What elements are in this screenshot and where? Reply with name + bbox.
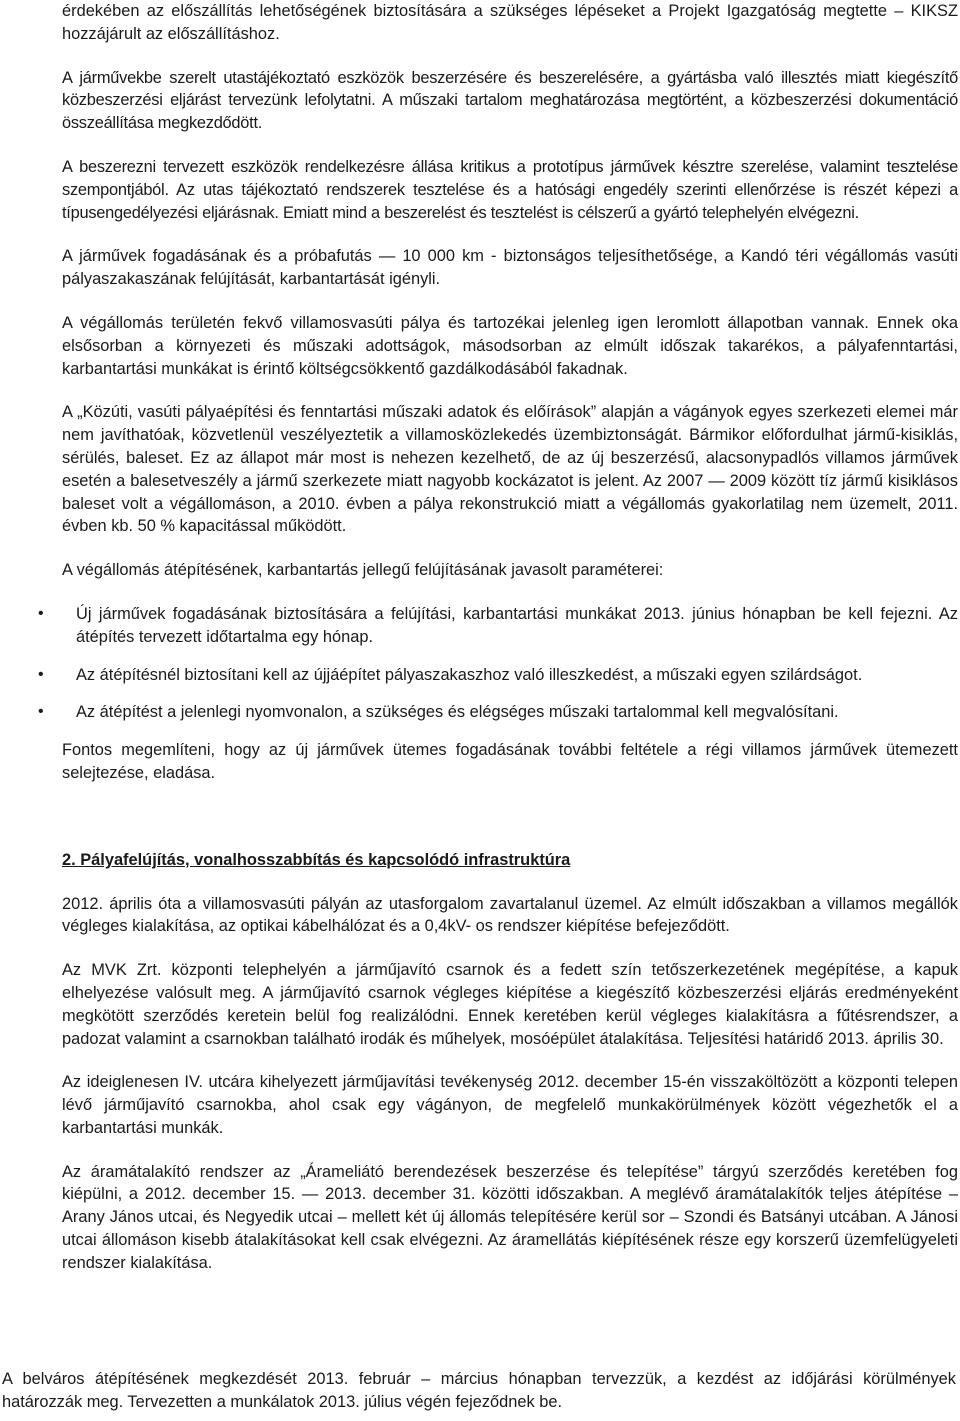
bullet-symbol: • — [38, 604, 44, 622]
paragraph-device-availability: A beszerezni tervezett eszközök rendelkezésre állása kritikus a prototípus járművek késztre szerelése, valamint tesztelése szempontjából. Az utas tájékoztató rendszerek tesztelése és a hatósági engedély szerinti ellenőrzése is részét képezi a típusengedélyezési eljárásnak. Emiatt mind a beszerelést és tesztelést is célszerű a gyártó telephelyén elvégezni. — [62, 157, 958, 222]
paragraph-track-regulations: A „Közúti, vasúti pályaépítési és fenntartási műszaki adatok és előírások” alapján a vágányok egyes szerkezeti elemei már nem javíthatóak, közvetlenül veszélyeztetik a villamosközlekedés üzembiztonságát. Bármikor előfordulhat jármű-kisiklás, sérülés, baleset. Ez az állapot már most is nehezen kezelhető, de az új beszerzésű, alacsonypadlós villamos járművek esetén a balesetveszély a jármű szerkezete miatt nagyobb kockázatot is jelent. Az 2007 — 2009 között tíz jármű kisiklásos baleset volt a végállomáson, a 2010. évben a pálya rekonstrukció miatt a végállomás gyakorlatilag nem üzemelt, 2011. évben kb. 50 % kapacitással működött. — [62, 403, 958, 536]
paragraph-terminus-condition: A végállomás területén fekvő villamosvasúti pálya és tartozékai jelenleg igen leromlott állapotban vannak. Ennek oka elsősorban a környezeti és műszaki adottságok, másodsorban az elmúlt időszak takarékos, a pályafenntartási, karbantartási munkákat is érintő költségcsökkentő gazdálkodásából fakadnak. — [62, 313, 958, 378]
document-page — [38, 0, 958, 1275]
list-item-text: Az átépítést a jelenlegi nyomvonalon, a szükséges és elégséges műszaki tartalommal kell megvalósítani. — [76, 703, 839, 722]
list-item-text: Új járművek fogadásának biztosítására a felújítási, karbantartási munkákat 2013. június hónapban be kell fejezni. Az átépítés tervezett időtartalma egy hónap. — [76, 604, 958, 646]
paragraph-depot-works: Az MVK Zrt. központi telephelyén a járműjavító csarnok és a fedett szín tetőszerkezetének megépítése, a kapuk elhelyezése valósult meg. A járműjavító csarnok végleges kiépítése a kiegészítő közbeszerzési eljárás eredményeként megkötött szerződés keretein belül fog realizálódni. Ennek keretében kerül végleges kialakításra a fűtésrendszer, a padozat valamint a csarnokban található irodák és műhelyek, mosóépület átalakítása. Teljesítési határidő 2013. április 30. — [62, 961, 958, 1048]
paragraph-parameters-intro: A végállomás átépítésének, karbantartás jellegű felújításának javasolt paraméterei: — [62, 561, 664, 580]
paragraph-passenger-info-procurement: A járművekbe szerelt utastájékoztató eszközök beszerzésére és beszerelésére, a gyártásba való illesztés miatt kiegészítő közbeszerzési eljárást tervezünk lefolytatni. A műszaki tartalom meghatározása megtörtént, a közbeszerzési dokumentáció összeállítása megkezdődött. — [62, 68, 958, 133]
list-item-text: Az átépítésnél biztosítani kell az újjáépítet pályaszakaszhoz való illeszkedést, a műszaki egyen szilárdságot. — [76, 665, 863, 684]
list-item — [38, 701, 958, 724]
paragraph-old-vehicles: Fontos megemlíteni, hogy az új járművek ütemes fogadásának további feltétele a régi villamos járművek ütemezett selejtezése, eladása. — [62, 741, 958, 782]
paragraph-temporary-repair: Az ideiglenesen IV. utcára kihelyezett járműjavítási tevékenység 2012. december 15-én visszaköltözött a központi telepen lévő járműjavító csarnokba, ahol csak egy vágányon, de megfelelő munkakörülmények között végezhetők el a karbantartási munkák. — [62, 1073, 958, 1137]
paragraph-test-run: A járművek fogadásának és a próbafutás — 10 000 km - biztonságos teljesíthetősége, a Kandó téri végállomás vasúti pályaszakaszának felújítását, karbantartását igényli. — [62, 247, 958, 289]
bullet-symbol: • — [38, 665, 44, 683]
section-heading: 2. Pályafelújítás, vonalhosszabbítás és kapcsolódó infrastruktúra — [62, 850, 571, 869]
list-item — [38, 664, 958, 687]
parameters-list — [38, 603, 958, 724]
paragraph-traffic-since-2012: 2012. április óta a villamosvasúti pályán az utasforgalom zavartalanul üzemel. Az elmúlt időszakban a villamos megállók végleges kialakítása, az optikai kábelhálózat és a 0,4kV- os rendszer kiépítése befejeződött. — [62, 894, 958, 936]
list-item — [38, 603, 958, 649]
bullet-symbol: • — [38, 703, 44, 721]
paragraph-downtown-rebuild: A belváros átépítésének megkezdését 2013. február – március hónapban tervezzük, a kezdést az időjárási körülmények határozzák meg. Tervezetten a munkálatok 2013. július végén fejeződnek be. — [2, 1370, 956, 1411]
paragraph-preshipment: érdekében az előszállítás lehetőségének biztosítására a szükséges lépéseket a Projekt Igazgatóság megtette – KIKSZ hozzájárult az előszállításhoz. — [62, 2, 958, 43]
paragraph-power-converter: Az áramátalakító rendszer az „Árameliátó berendezések beszerzése és telepítése” tárgyú szerződés keretében fog kiépülni, a 2012. december 15. — 2013. december 31. közötti időszakban. A meglévő áramátalakítók teljes átépítése – Arany János utcai, és Negyedik utcai – mellett két új állomás telepítésére kerül sor – Szondi és Batsányi utcában. A Jánosi utcai állomáson kisebb átalakításokat kell csak elvégezni. Az áramellátás kiépítésének része egy korszerű üzemfelügyeleti rendszer kialakítása. — [62, 1162, 958, 1272]
